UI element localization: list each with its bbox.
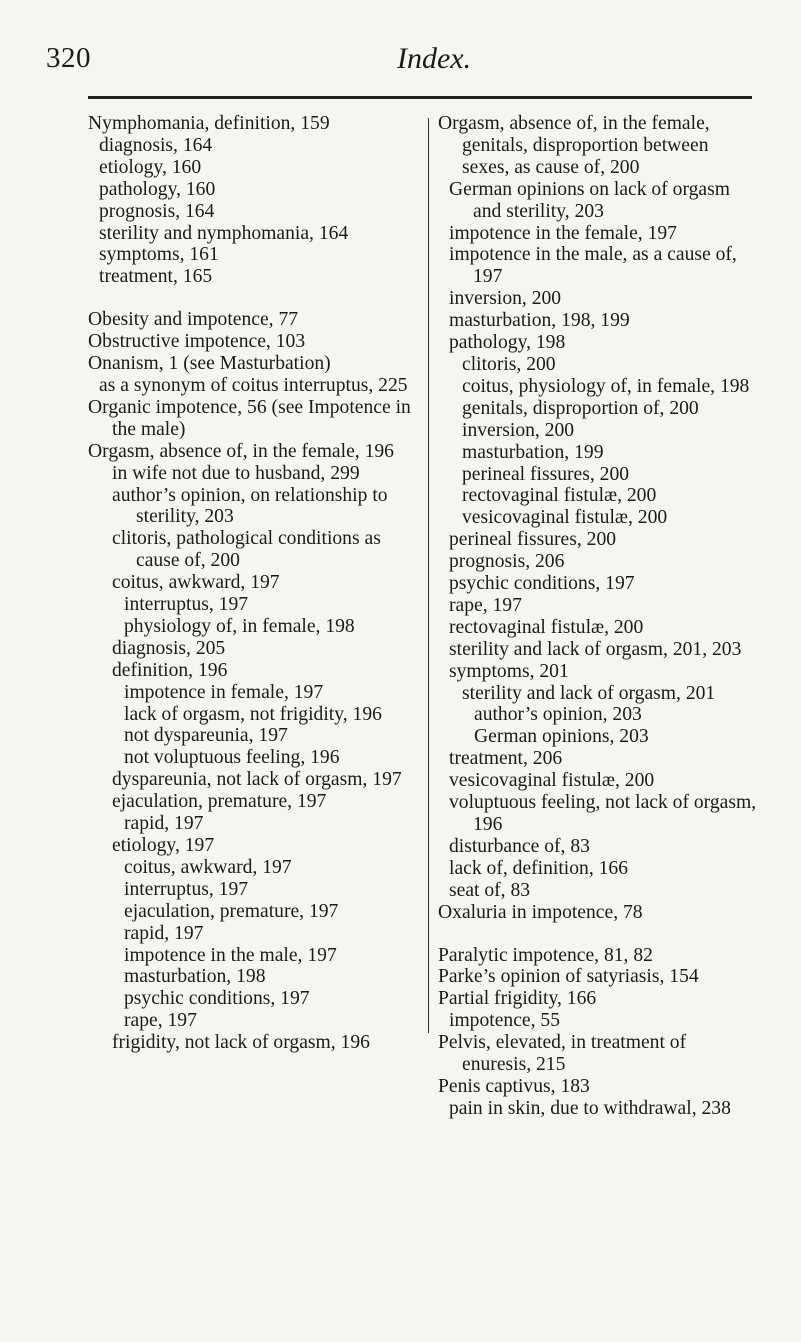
index-entry: etiology, 160 [99,156,202,178]
index-entry: author’s opinion, on relationship to sterility, 203 [112,484,388,528]
index-entry: impotence in the female, 197 [449,222,677,244]
index-entry: Parke’s opinion of satyriasis, 154 [438,966,699,988]
page-number: 320 [46,42,91,74]
index-entry: as a synonym of coitus interruptus, 225 [99,374,408,396]
index-entry: symptoms, 161 [99,244,219,266]
index-entry: Orgasm, absence of, in the female, 196 [88,440,394,462]
index-entry: Orgasm, absence of, in the female, genitals, disproportion between sexes, as cause of, 200 [438,113,710,178]
index-entry: rectovaginal fistulæ, 200 [462,485,657,507]
column-divider [428,118,429,1033]
index-entry: interruptus, 197 [124,594,249,616]
running-title: Index. [397,42,472,75]
index-entry: frigidity, not lack of orgasm, 196 [112,1032,370,1054]
index-entry: symptoms, 201 [449,660,569,682]
index-entry: treatment, 206 [449,748,563,770]
index-entry: Obstructive impotence, 103 [88,331,306,353]
index-entry: voluptuous feeling, not lack of orgasm, 196 [449,792,757,835]
index-entry: sterility and lack of orgasm, 201, 203 [449,638,742,660]
entry-gap [438,924,758,945]
index-entry: Partial frigidity, 166 [438,988,597,1010]
index-entry: Nymphomania, definition, 159 [88,113,330,134]
entry-gap [88,288,418,309]
index-entry: lack of orgasm, not frigidity, 196 [124,703,382,725]
index-entry: seat of, 83 [449,879,531,901]
index-entry: pain in skin, due to withdrawal, 238 [449,1097,731,1119]
index-entry: vesicovaginal fistulæ, 200 [462,507,668,529]
index-entry: ejaculation, premature, 197 [124,900,339,922]
index-entry: dyspareunia, not lack of orgasm, 197 [112,769,402,791]
index-entry: clitoris, 200 [462,353,556,375]
index-entry: not voluptuous feeling, 196 [124,747,340,769]
index-entry: psychic conditions, 197 [124,988,310,1010]
index-entry: diagnosis, 205 [112,637,226,659]
index-entry: sterility and lack of orgasm, 201 [462,682,716,704]
index-entry: inversion, 200 [462,419,575,441]
index-entry: German opinions, 203 [474,726,649,748]
index-entry: impotence, 55 [449,1010,560,1032]
index-entry: coitus, physiology of, in female, 198 [462,375,750,397]
index-entry: rectovaginal fistulæ, 200 [449,616,644,638]
index-entry: impotence in the male, as a cause of, 197 [449,244,737,288]
index-entry: Organic impotence, 56 (see Impotence in the male) [88,396,411,440]
index-entry: treatment, 165 [99,266,213,288]
index-entry: perineal fissures, 200 [462,463,630,485]
index-entry: ejaculation, premature, 197 [112,791,327,813]
index-entry: rape, 197 [449,594,522,616]
index-entry: lack of, definition, 166 [449,857,629,879]
index-entry: pathology, 198 [449,332,566,354]
index-entry: in wife not due to husband, 299 [112,462,360,484]
index-entry: definition, 196 [112,659,228,681]
index-entry: masturbation, 198 [124,966,266,988]
index-entry: inversion, 200 [449,288,562,310]
index-entry: prognosis, 164 [99,200,215,222]
index-entry: pathology, 160 [99,178,216,200]
index-entry: etiology, 197 [112,835,215,856]
index-entry: impotence in the male, 197 [124,944,337,966]
index-entry: rapid, 197 [124,813,204,835]
index-entry: psychic conditions, 197 [449,573,635,595]
index-column-left [88,113,418,1054]
index-entry: interruptus, 197 [124,878,249,900]
index-entry: coitus, awkward, 197 [112,572,280,594]
header-rule [88,96,752,99]
index-entry: rape, 197 [124,1010,197,1032]
index-entry: Penis captivus, 183 [438,1075,590,1097]
index-entry: masturbation, 198, 199 [449,310,630,332]
index-entry: clitoris, pathological conditions as cause of, 200 [112,528,381,572]
index-entry: genitals, disproportion of, 200 [462,397,699,419]
index-entry: diagnosis, 164 [99,134,213,156]
index-entry: prognosis, 206 [449,551,565,573]
index-entry: German opinions on lack of orgasm and sterility, 203 [449,178,730,222]
index-entry: masturbation, 199 [462,441,604,463]
index-entry: physiology of, in female, 198 [124,615,355,637]
index-entry: perineal fissures, 200 [449,529,617,551]
index-entry: Pelvis, elevated, in treatment of enuresis, 215 [438,1032,687,1076]
index-entry: Paralytic impotence, 81, 82 [438,944,653,966]
index-entry: disturbance of, 83 [449,835,590,857]
index-entry: not dyspareunia, 197 [124,725,288,747]
index-entry: sterility and nymphomania, 164 [99,222,349,244]
index-entry: coitus, awkward, 197 [124,856,292,878]
index-entry: author’s opinion, 203 [474,704,642,726]
index-entry: impotence in female, 197 [124,681,324,703]
page-header [0,0,801,90]
index-entry: Oxaluria in impotence, 78 [438,901,643,923]
index-entry: rapid, 197 [124,922,204,944]
index-entry: vesicovaginal fistulæ, 200 [449,770,655,792]
index-column-right [438,113,758,1120]
index-entry: Obesity and impotence, 77 [88,309,299,331]
index-entry: Onanism, 1 (see Masturbation) [88,353,331,375]
